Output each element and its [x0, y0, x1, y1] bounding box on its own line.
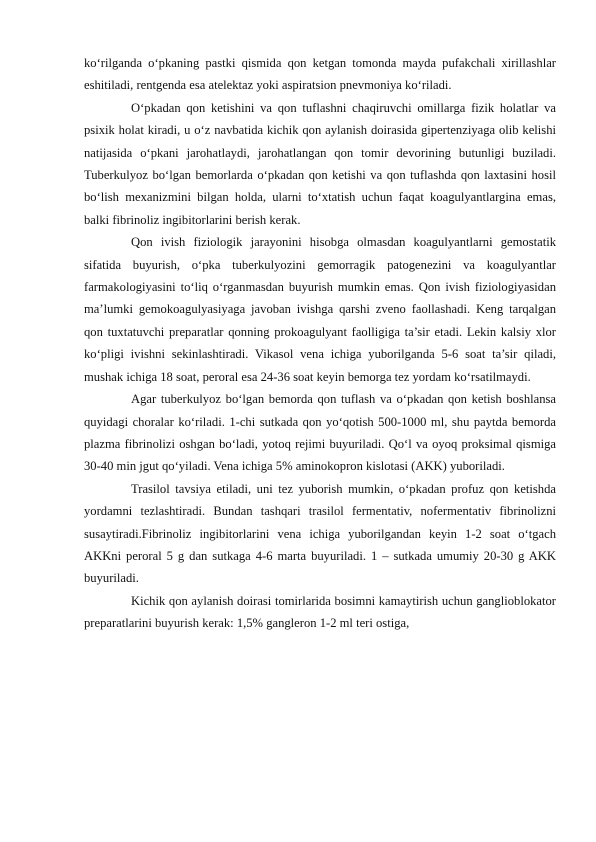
paragraph-trasilol: Trasilol tavsiya etiladi, uni tez yuborish mumkin, o‘pkadan profuz qon ketishda yordamni tezlashtiradi. Bundan tashqari trasilol fermentativ, nofermentativ fibrinolizni susaytiradi.Fibrinoliz ingibitorlarini vena ichiga yuborilgandan keyin 1-2 soat o‘tgach AKKni peroral 5 g dan sutkaga 4-6 marta buyuriladi. 1 – sutkada umumiy 20-30 g AKK buyuriladi.	[84, 481, 556, 586]
paragraph-ganglioblockers: Kichik qon aylanish doirasi tomirlarida bosimni kamaytirish uchun ganglioblokator preparatlarini buyurish kerak: 1,5% gangleron 1-2 ml teri ostiga,	[84, 593, 556, 631]
paragraph-continued: ko‘rilganda o‘pkaning pastki qismida qon ketgan tomonda mayda pufakchali xirillashlar eshitiladi, rentgenda esa atelektaz yoki aspiratsion pnevmoniya ko‘riladi.	[84, 56, 556, 93]
document-page	[84, 52, 556, 635]
paragraph-emergency-measures: Agar tuberkulyoz bo‘lgan bemorda qon tuflash va o‘pkadan qon ketish boshlansa quyidagi choralar ko‘riladi. 1-chi sutkada qon yo‘qotish 500-1000 ml, shu paytda bemorda plazma fibrinolizi oshgan bo‘ladi, yotoq rejimi buyuriladi. Qo‘l va oyoq proksimal qismiga 30-40 min jgut qo‘yiladi. Vena ichiga 5% aminokopron kislotasi (AKK) yuboriladi.	[84, 392, 556, 474]
paragraph-coagulation-physiology: Qon ivish fiziologik jarayonini hisobga olmasdan koagulyantlarni gemostatik sifatida buyurish, o‘pka tuberkulyozini gemorragik patogenezini va koagulyantlar farmakologiyasini to‘liq o‘rganmasdan buyurish mumkin emas. Qon ivish fiziologiyasidan ma’lumki gemokoagulyasiyaga javoban ivishga qarshi zveno faollashadi. Keng tarqalgan qon tuxtatuvchi preparatlar qonning prokoagulyant faolligiga ta’sir etadi. Lekin kalsiy xlor ko‘pligi ivishni sekinlashtiradi. Vikasol vena ichiga yuborilganda 5-6 soat ta’sir qiladi, mushak ichiga 18 soat, peroral esa 24-36 soat keyin bemorga tez yordam ko‘rsatilmaydi.	[84, 235, 556, 384]
paragraph-bleeding-causes: O‘pkadan qon ketishini va qon tuflashni chaqiruvchi omillarga fizik holatlar va psixik holat kiradi, u o‘z navbatida kichik qon aylanish doirasida gipertenziyaga olib kelishi natijasida o‘pkani jarohatlaydi, jarohatlangan qon tomir devorining butunligi buziladi. Tuberkulyoz bo‘lgan bemorlarda o‘pkadan qon ketishi va qon tuflashda qon laxtasini hosil bo‘lish mexanizmini bilgan holda, ularni to‘xtatish uchun faqat koagulyantlargina emas, balki fibrinoliz ingibitorlarini berish kerak.	[84, 100, 556, 227]
